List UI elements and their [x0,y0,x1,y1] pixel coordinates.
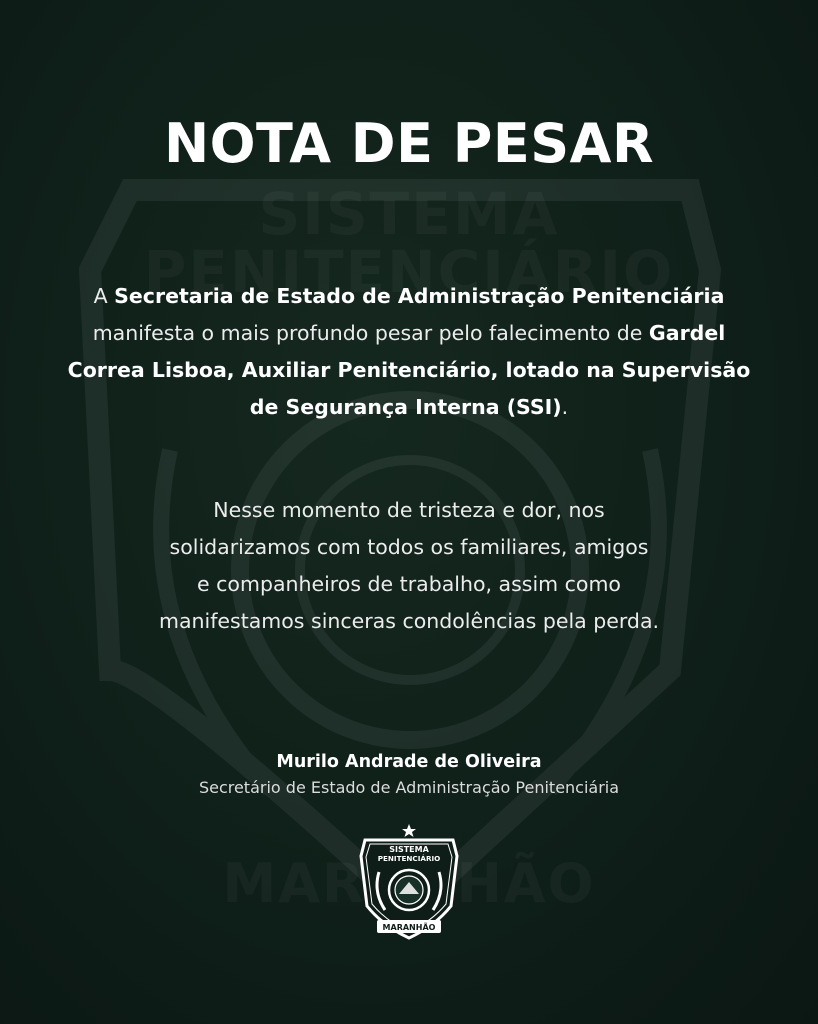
deceased-name-and-post: Gardel Correa Lisboa, Auxiliar Penitenciário, lotado na Supervisão de Segurança Interna (SSI) [67,321,751,419]
logo-text-top-1: SISTEMA [389,845,429,854]
secretariat-name: Secretaria de Estado de Administração Penitenciária [114,284,725,308]
condolence-paragraph [60,492,758,640]
star-icon [402,824,416,837]
logo-text-top-2: PENITENCIÁRIO [377,854,441,863]
signature-role: Secretário de Estado de Administração Penitenciária [198,778,620,797]
announcement-paragraph [60,278,758,426]
signature-name: Murilo Andrade de Oliveira [276,752,542,772]
condolence-line-1: Nesse momento de tristeza e dor, nos [213,498,605,522]
condolence-line-4: manifestamos sinceras condolências pela perda. [158,609,660,633]
condolence-line-3: e companheiros de trabalho, assim como [197,572,621,596]
paragraph-text: A [93,284,115,308]
shield-emblem-icon [355,822,463,946]
paragraph-text: manifesta o mais profundo pesar pelo falecimento de [92,321,649,345]
paragraph-text: . [561,395,569,419]
logo-text-bottom: MARANHÃO [382,923,436,932]
condolence-line-2: solidarizamos com todos os familiares, amigos [169,535,649,559]
page-title: NOTA DE PESAR [163,112,655,175]
